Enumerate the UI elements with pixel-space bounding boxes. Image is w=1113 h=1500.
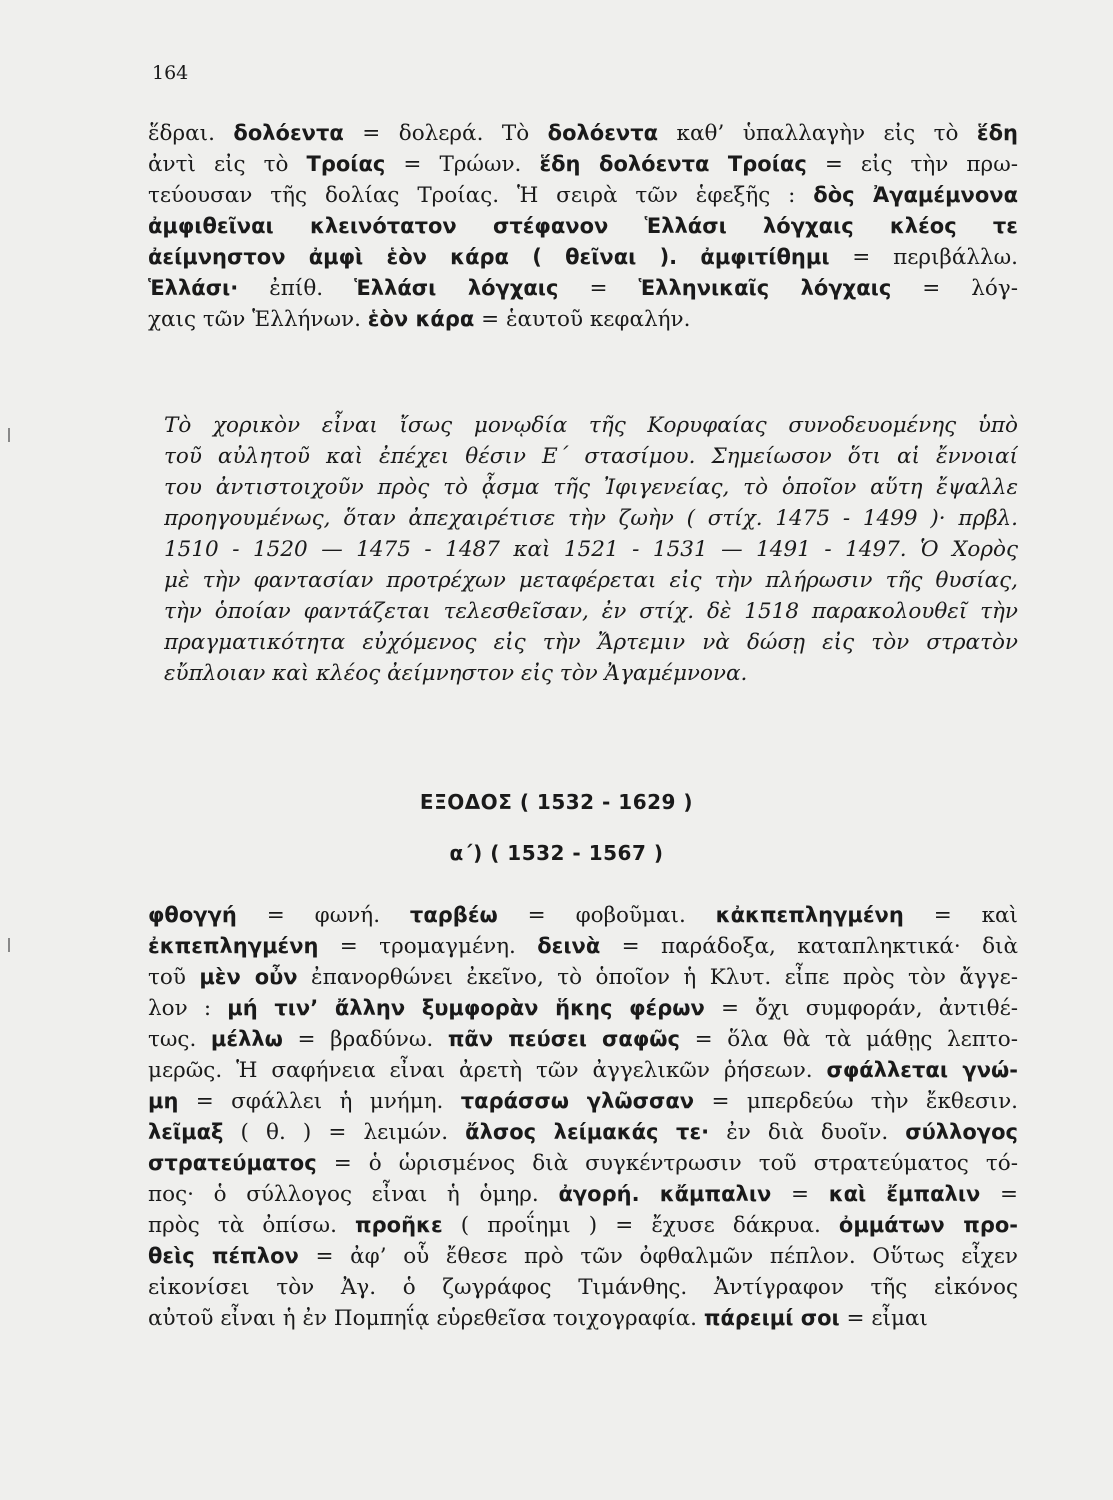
commentary-line [148,1241,1018,1272]
commentary-line [148,1179,1018,1210]
lemma-term: Ἑλλάσι· [148,276,239,300]
commentary-line [148,242,1018,273]
lemma-term: ἄλσος λείμακάς τε· [465,1120,710,1144]
lemma-term: πάρειμί σοι [703,1306,840,1330]
commentary-line [148,149,1018,180]
lemma-term: φθογγή [148,903,237,927]
lemma-term: ἀμφιθεῖναι κλεινότατον στέφανον Ἑλλάσι λόγχαις κλέος τε [148,214,1018,238]
choral-note-line: εὔπλοιαν καὶ κλέος ἀείμνηστον εἰς τὸν Ἀγαμέμνονα. [164,661,748,686]
gloss-text: = [980,1182,1018,1207]
gloss-text: εἰκονίσει τὸν Ἀγ. ὁ ζωγράφος Τιμάνθης. Ἀντίγραφον τῆς εἰκόνος [148,1275,1018,1300]
choral-note-line: 1510 - 1520 — 1475 - 1487 καὶ 1521 - 1531 — 1491 - 1497. Ὁ Χορὸς [164,537,1018,562]
lemma-term: Τροίας [306,152,386,176]
commentary-line [148,1272,1018,1303]
gloss-text: = ὁ ὡρισμένος διὰ συγκέντρωσιν τοῦ στρατεύματος τό- [316,1151,1018,1176]
commentary-line [148,304,1018,335]
gloss-text: ἕδραι. [148,121,234,146]
gloss-text: ἀντὶ εἰς τὸ [148,152,307,177]
gloss-text: τως. [148,1027,211,1052]
gloss-text: χαις τῶν Ἑλλήνων. [148,307,368,332]
commentary-block-1 [148,118,1018,335]
lemma-term: ἀείμνηστον ἀμφὶ ἑὸν κάρα ( θεῖναι ). ἀμφιτίθημι [148,245,830,269]
gloss-text: = μπερδεύω τὴν ἔκθεσιν. [694,1089,1018,1114]
gloss-text: = δολερά. Τὸ [343,121,548,146]
choral-note-line: τοῦ αὐλητοῦ καὶ ἐπέχει θέσιν Ε΄ στασίμου. Σημείωσον ὅτι αἱ ἔννοιαί [164,444,1018,469]
gloss-text: ἐπίθ. [238,276,355,301]
gloss-text: τοῦ [148,965,200,990]
gloss-text: = περιβάλλω. [829,245,1018,270]
commentary-line [148,1148,1018,1179]
margin-mark [8,938,10,952]
lemma-term: πᾶν πεύσει σαφῶς [447,1027,680,1051]
lemma-term: στρατεύματος [148,1151,317,1175]
page-number: 164 [152,62,189,84]
lemma-term: σύλλογος [905,1120,1018,1144]
lemma-term: δολόεντα [547,121,659,145]
lemma-term: ἕδη δολόεντα Τροίας [539,152,807,176]
gloss-text: ἐπανορθώνει ἐκεῖνο, τὸ ὁποῖον ἡ Κλυτ. εἶπε πρὸς τὸν ἄγγε- [297,965,1018,990]
commentary-line [148,1055,1018,1086]
commentary-line [148,1210,1018,1241]
lemma-term: δὸς Ἀγαμέμνονα [813,183,1018,207]
choral-note-block [164,410,1018,689]
gloss-text: ( προΐημι ) = ἔχυσε δάκρυα. [442,1213,839,1238]
commentary-line [148,1086,1018,1117]
gloss-text: = φοβοῦμαι. [497,903,716,928]
lemma-term: δολόεντα [233,121,344,145]
lemma-term: ταρβέω [409,903,498,927]
gloss-text: = εἶμαι [839,1306,928,1331]
lemma-term: μὲν οὖν [199,965,298,989]
gloss-text: πος· ὁ σύλλογος εἶναι ἡ ὁμηρ. [148,1182,559,1207]
commentary-line [148,931,1018,962]
gloss-text: = ὅλα θὰ τὰ μάθῃς λεπτο- [679,1027,1018,1052]
commentary-line [148,273,1018,304]
commentary-line [148,900,1018,931]
gloss-text: ( θ. ) = λειμών. [223,1120,466,1145]
gloss-text: = [771,1182,829,1207]
lemma-term: ἑὸν κάρα [367,307,475,331]
commentary-line [148,180,1018,211]
gloss-text: = παράδοξα, καταπληκτικά· διὰ [600,934,1018,959]
gloss-text: λον : [148,996,228,1021]
gloss-text: πρὸς τὰ ὀπίσω. [148,1213,355,1238]
lemma-term: ἕδη [976,121,1018,145]
gloss-text: = ἑαυτοῦ κεφαλήν. [474,307,691,332]
lemma-term: σφάλλεται γνώ- [826,1058,1018,1082]
gloss-text: = Τρώων. [385,152,540,177]
commentary-line [148,1117,1018,1148]
choral-note-line: προηγουμένως, ὅταν ἀπεχαιρέτισε τὴν ζωὴν ( στίχ. 1475 - 1499 )· πρβλ. [164,506,1018,531]
gloss-text: = εἰς τὴν πρω- [806,152,1018,177]
gloss-text: καθ’ ὑπαλλαγὴν εἰς τὸ [658,121,977,146]
lemma-term: μη [148,1089,179,1113]
subsection-heading: α΄) ( 1532 - 1567 ) [449,841,664,865]
lemma-term: ἀγορή. κἄμπαλιν [558,1182,772,1206]
lemma-term: προῆκε [355,1213,443,1237]
lemma-term: θεὶς πέπλον [148,1244,299,1268]
commentary-line [148,993,1018,1024]
lemma-term: ταράσσω γλῶσσαν [460,1089,695,1113]
choral-note-line: τὴν ὁποίαν φαντάζεται τελεσθεῖσαν, ἐν στίχ. δὲ 1518 παρακολουθεῖ τὴν [164,599,1018,624]
commentary-line [148,1303,1018,1334]
lemma-term: καὶ ἔμπαλιν [828,1182,981,1206]
margin-mark [8,428,10,442]
gloss-text: = καὶ [903,903,1018,928]
lemma-term: ἐκπεπληγμένη [148,934,319,958]
commentary-line [148,962,1018,993]
commentary-line [148,211,1018,242]
lemma-term: δεινὰ [537,934,601,958]
section-heading: ΕΞΟΔΟΣ ( 1532 - 1629 ) [419,790,694,814]
commentary-block-2 [148,900,1018,1334]
gloss-text: μερῶς. Ἡ σαφήνεια εἶναι ἀρετὴ τῶν ἀγγελικῶν ῥήσεων. [148,1058,827,1083]
gloss-text: = λόγ- [891,276,1018,301]
lemma-term: κἀκπεπληγμένη [715,903,904,927]
gloss-text: αὐτοῦ εἶναι ἡ ἐν Πομπηΐᾳ εὑρεθεῖσα τοιχογραφία. [148,1306,704,1331]
lemma-term: ὀμμάτων προ- [838,1213,1018,1237]
lemma-term: μή τιν’ ἄλλην ξυμφορὰν ἥκης φέρων [227,996,705,1020]
lemma-term: λεῖμαξ [148,1120,224,1144]
gloss-text: ἐν διὰ δυοῖν. [709,1120,906,1145]
lemma-term: Ἑλλάσι λόγχαις [354,276,559,300]
lemma-term: Ἑλληνικαῖς λόγχαις [638,276,892,300]
gloss-text: τεύουσαν τῆς δολίας Τροίας. Ἡ σειρὰ τῶν ἑφεξῆς : [148,183,814,208]
gloss-text: = ὄχι συμφοράν, ἀντιθέ- [704,996,1018,1021]
commentary-line [148,118,1018,149]
gloss-text: = τρομαγμένη. [318,934,538,959]
gloss-text: = φωνή. [236,903,410,928]
lemma-term: μέλλω [210,1027,283,1051]
gloss-text: = σφάλλει ἡ μνήμη. [178,1089,461,1114]
gloss-text: = [558,276,639,301]
gloss-text: = ἀφ’ οὗ ἔθεσε πρὸ τῶν ὀφθαλμῶν πέπλον. Οὕτως εἶχεν [298,1244,1018,1269]
choral-note-line: πραγματικότητα εὐχόμενος εἰς τὴν Ἄρτεμιν νὰ δώσῃ εἰς τὸν στρατὸν [164,630,1018,655]
choral-note-line: του ἀντιστοιχοῦν πρὸς τὸ ᾆσμα τῆς Ἰφιγενείας, τὸ ὁποῖον αὕτη ἔψαλλε [164,475,1018,500]
choral-note-line: μὲ τὴν φαντασίαν προτρέχων μεταφέρεται εἰς τὴν πλήρωσιν τῆς θυσίας, [164,568,1018,593]
choral-note-line: Τὸ χορικὸν εἶναι ἴσως μονῳδία τῆς Κορυφαίας συνοδευομένης ὑπὸ [164,413,1018,438]
commentary-line [148,1024,1018,1055]
gloss-text: = βραδύνω. [282,1027,448,1052]
